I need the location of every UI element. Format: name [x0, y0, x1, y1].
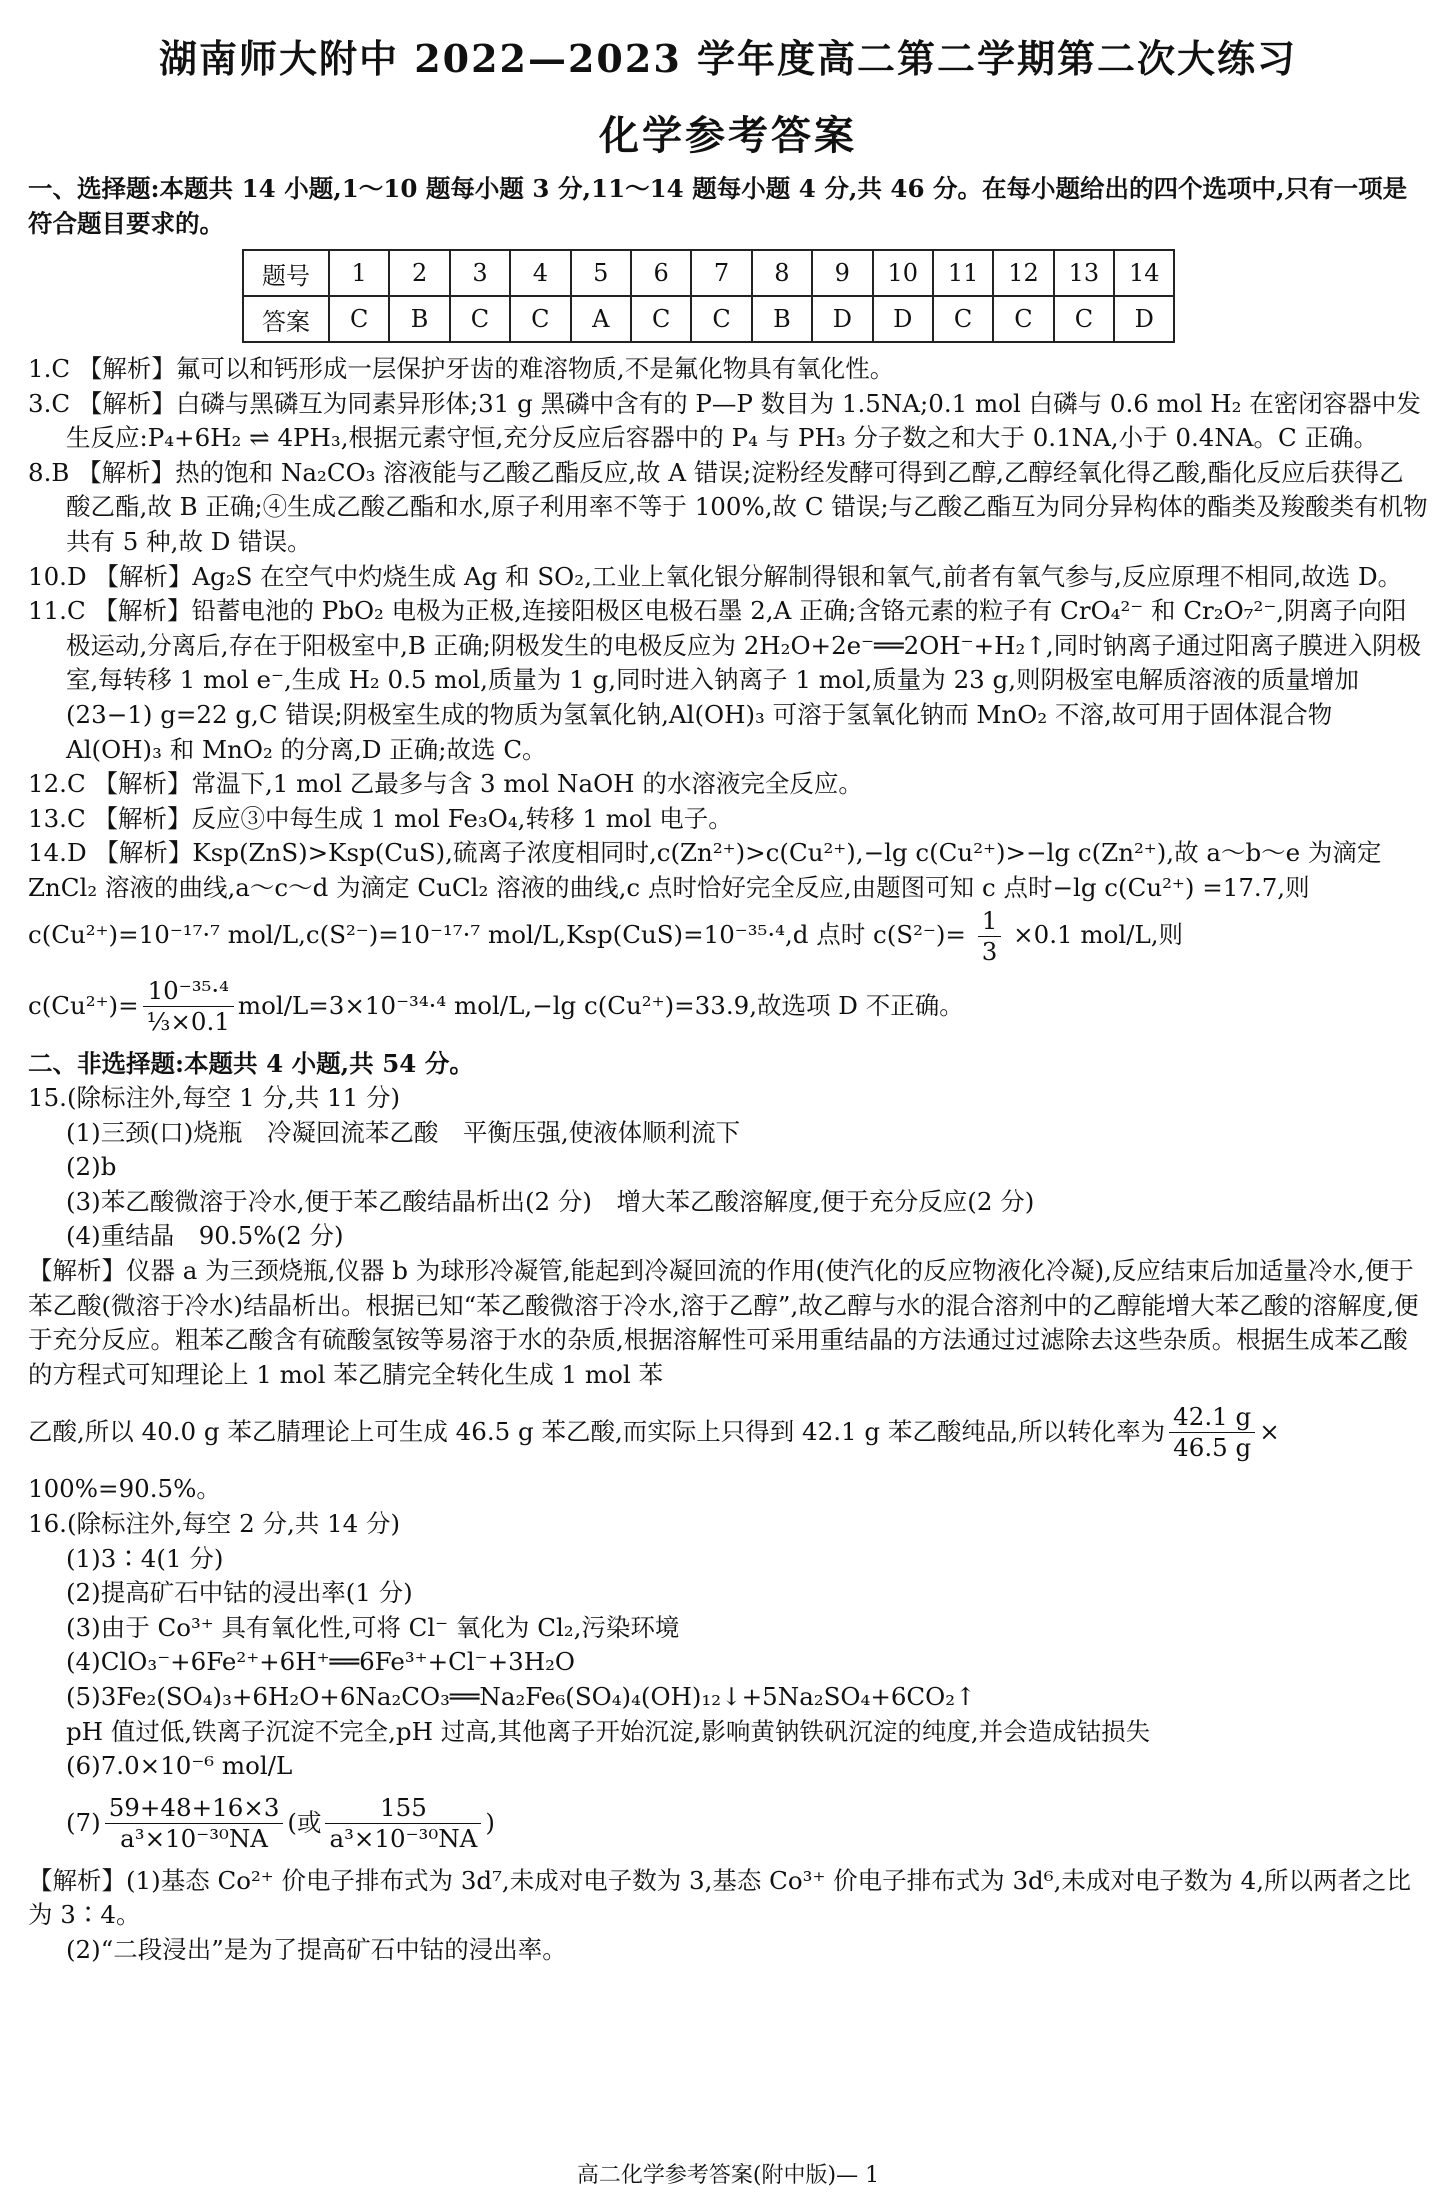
explanation-q13: 13.C 【解析】反应③中每生成 1 mol Fe₃O₄,转移 1 mol 电子。: [28, 803, 733, 833]
q15-analysis-2: 乙酸,所以 40.0 g 苯乙腈理论上可生成 46.5 g 苯乙酸,而实际上只得到 42.1 g 苯乙酸纯品,所以转化率为: [28, 1417, 1166, 1447]
q16-analysis-2: (2)“二段浸出”是为了提高矿石中钴的浸出率。: [66, 1934, 567, 1964]
number-cell: 8: [752, 250, 812, 296]
answer-cell: C: [450, 296, 510, 342]
q15-answer-3: (3)苯乙酸微溶于冷水,便于苯乙酸结晶析出(2 分) 增大苯乙酸溶解度,便于充分反应(2 分): [66, 1186, 1035, 1216]
page-title: 湖南师大附中 2022—2023 学年度高二第二学期第二次大练习: [159, 36, 1297, 81]
q14-fraction-cu: [143, 976, 234, 1037]
number-cell: 12: [993, 250, 1053, 296]
number-cell: 6: [631, 250, 691, 296]
q16-a7-denominator-alt: a³×10⁻³⁰NA: [329, 1824, 478, 1854]
q16-answer-7: [28, 1784, 1428, 1864]
explanation-q8: 8.B 【解析】热的饱和 Na₂CO₃ 溶液能与乙酸乙酯反应,故 A 错误;淀粉经发酵可得到乙醇,乙醇经氧化得乙酸,酯化反应后获得乙酸乙酯,故 B 正确;④生成乙酸乙酯和水,原子利用率不等于 100%,故 C 错误;与乙酸乙酯互为同分异构体的酯类及羧酸类有机物共有 5 种,故 D 错误。: [28, 457, 1428, 556]
section1-heading: 一、选择题:本题共 14 小题,1～10 题每小题 3 分,11～14 题每小题 4 分,共 46 分。在每小题给出的四个选项中,只有一项是符合题目要求的。: [28, 174, 1408, 238]
answer-cell: C: [329, 296, 389, 342]
number-cell: 1: [329, 250, 389, 296]
q16-answer-2: (2)提高矿石中钴的浸出率(1 分): [66, 1578, 413, 1608]
q14-text-4: mol/L=3×10⁻³⁴·⁴ mol/L,−lg c(Cu²⁺)=33.9,故选项 D 不正确。: [237, 991, 964, 1021]
q15-frac-denominator: 46.5 g: [1173, 1432, 1252, 1462]
number-cell: 3: [450, 250, 510, 296]
answer-cell: C: [510, 296, 570, 342]
q16-a7-or: (或: [287, 1808, 322, 1838]
q16-a7-denominator: a³×10⁻³⁰NA: [120, 1824, 268, 1854]
explanation-q10: 10.D 【解析】Ag₂S 在空气中灼烧生成 Ag 和 SO₂,工业上氧化银分解制得银和氧气,前者有氧气参与,反应原理不相同,故选 D。: [28, 561, 1403, 591]
answer-table-number-row: [243, 250, 1174, 296]
q14-fraction-one-third: [978, 906, 1002, 967]
q15-analysis-4: 100%=90.5%。: [28, 1474, 221, 1504]
q15-times-sign: ×: [1259, 1417, 1280, 1447]
q15-analysis: 【解析】仪器 a 为三颈烧瓶,仪器 b 为球形冷凝管,能起到冷凝回流的作用(使汽化的反应物液化冷凝),反应结束后加适量冷水,便于苯乙酸(微溶于冷水)结晶析出。根据已知“苯乙酸微溶于冷水,溶于乙醇”,故乙醇与水的混合溶剂中的乙醇能增大苯乙酸的溶解度,便于充分反应。粗苯乙酸含有硫酸氢铵等易溶于水的杂质,根据溶解性可采用重结晶的方法通过过滤除去这些杂质。根据生成苯乙酸的方程式可知理论上 1 mol 苯乙腈完全转化生成 1 mol 苯: [28, 1256, 1419, 1389]
number-cell: 5: [571, 250, 631, 296]
q16-density-fraction-alt: [325, 1793, 481, 1854]
answer-cell: C: [631, 296, 691, 342]
q15-head: 15.(除标注外,每空 1 分,共 11 分): [28, 1083, 401, 1113]
answer-cell: C: [933, 296, 993, 342]
q14-text-1: 14.D 【解析】Ksp(ZnS)>Ksp(CuS),硫离子浓度相同时,c(Zn²⁺)>c(Cu²⁺),−lg c(Cu²⁺)>−lg c(Zn²⁺),故 a～b～e 为滴定 ZnCl₂ 溶液的曲线,a～c～d 为滴定 CuCl₂ 溶液的曲线,c 点时恰好完全反应,由题图可知 c 点时−lg c(Cu²⁺) =17.7,则 c(Cu²⁺)=10⁻¹⁷·⁷ mol/L,c(S²⁻)=10⁻¹⁷·⁷ mol/L,Ksp(CuS)=10⁻³⁵·⁴,d 点时 c(S²⁻)=: [28, 838, 1382, 949]
page-footer: 高二化学参考答案(附中版)— 1: [576, 2163, 880, 2188]
number-cell: 2: [389, 250, 449, 296]
q16-a7-close: ): [485, 1808, 495, 1838]
q14-frac1-numerator: 1: [978, 906, 1002, 937]
explanation-q11: 11.C 【解析】铅蓄电池的 PbO₂ 电极为正极,连接阳极区电极石墨 2,A 正确;含铬元素的粒子有 CrO₄²⁻ 和 Cr₂O₇²⁻,阴离子向阳极运动,分离后,存在于阳极室中,B 正确;阴极发生的电极反应为 2H₂O+2e⁻══2OH⁻+H₂↑,同时钠离子通过阳离子膜进入阴极室,每转移 1 mol e⁻,生成 H₂ 0.5 mol,质量为 1 g,同时进入钠离子 1 mol,质量为 23 g,则阴极室电解质溶液的质量增加(23−1) g=22 g,C 错误;阴极室生成的物质为氢氧化钠,Al(OH)₃ 可溶于氢氧化钠而 MnO₂ 不溶,故可用于固体混合物 Al(OH)₃ 和 MnO₂ 的分离,D 正确;故选 C。: [28, 596, 1422, 764]
q15-answer-4: (4)重结晶 90.5%(2 分): [66, 1221, 344, 1251]
number-cell: 10: [873, 250, 933, 296]
q16-density-fraction: [105, 1793, 284, 1854]
answer-cell: D: [1114, 296, 1174, 342]
page-subtitle: 化学参考答案: [599, 112, 857, 159]
q14-text-2: ×0.1 mol/L,则: [1013, 919, 1184, 949]
number-cell: 14: [1114, 250, 1174, 296]
answer-table-row1-label: 题号: [243, 250, 329, 296]
q16-a7-numerator-alt: 155: [325, 1793, 481, 1824]
q16-answer-3: (3)由于 Co³⁺ 具有氧化性,可将 Cl⁻ 氧化为 Cl₂,污染环境: [66, 1612, 680, 1642]
answer-cell: C: [993, 296, 1053, 342]
q16-answer-1: (1)3∶4(1 分): [66, 1543, 224, 1573]
number-cell: 13: [1054, 250, 1114, 296]
answer-cell: B: [752, 296, 812, 342]
q15-conversion-fraction: [1169, 1402, 1255, 1463]
explanation-q1: 1.C 【解析】氟可以和钙形成一层保护牙齿的难溶物质,不是氟化物具有氧化性。: [28, 354, 895, 383]
number-cell: 4: [510, 250, 570, 296]
q16-answer-5b: pH 值过低,铁离子沉淀不完全,pH 过高,其他离子开始沉淀,影响黄钠铁矾沉淀的纯度,并会造成钴损失: [66, 1716, 1151, 1746]
q15-answer-2: (2)b: [66, 1152, 117, 1182]
q15-conversion-line: [28, 1392, 1428, 1472]
number-cell: 11: [933, 250, 993, 296]
section2-heading: 二、非选择题:本题共 4 小题,共 54 分。: [28, 1048, 474, 1078]
explanations-block: [28, 352, 1428, 1968]
answer-cell: B: [389, 296, 449, 342]
q16-head: 16.(除标注外,每空 2 分,共 14 分): [28, 1509, 401, 1539]
q14-text-3: c(Cu²⁺)=: [28, 991, 139, 1021]
q15-answer-1: (1)三颈(口)烧瓶 冷凝回流苯乙酸 平衡压强,使液体顺利流下: [66, 1117, 741, 1147]
q16-answer-5: (5)3Fe₂(SO₄)₃+6H₂O+6Na₂CO₃══Na₂Fe₆(SO₄)₄(OH)₁₂↓+5Na₂SO₄+6CO₂↑: [66, 1682, 976, 1711]
answer-table: [242, 249, 1175, 343]
explanation-q14: [28, 836, 1428, 966]
q16-answer-6: (6)7.0×10⁻⁶ mol/L: [66, 1751, 293, 1781]
q14-formula-line: [28, 967, 1428, 1047]
answer-cell: C: [1054, 296, 1114, 342]
answer-table-row2-label: 答案: [243, 296, 329, 342]
q16-a7-prefix: (7): [66, 1808, 101, 1838]
q16-analysis-1: 【解析】(1)基态 Co²⁺ 价电子排布式为 3d⁷,未成对电子数为 3,基态 Co³⁺ 价电子排布式为 3d⁶,未成对电子数为 4,所以两者之比为 3∶4。: [28, 1865, 1412, 1930]
answer-cell: A: [571, 296, 631, 342]
q16-a7-numerator: 59+48+16×3: [105, 1793, 284, 1824]
number-cell: 7: [691, 250, 751, 296]
answer-cell: C: [691, 296, 751, 342]
q14-frac2-denominator: ⅓×0.1: [146, 1007, 230, 1036]
q15-frac-numerator: 42.1 g: [1169, 1402, 1255, 1433]
answer-cell: D: [812, 296, 872, 342]
number-cell: 9: [812, 250, 872, 296]
q16-answer-4: (4)ClO₃⁻+6Fe²⁺+6H⁺══6Fe³⁺+Cl⁻+3H₂O: [66, 1647, 575, 1677]
explanation-q12: 12.C 【解析】常温下,1 mol 乙最多与含 3 mol NaOH 的水溶液完全反应。: [28, 769, 863, 799]
explanation-q3: 3.C 【解析】白磷与黑磷互为同素异形体;31 g 黑磷中含有的 P—P 数目为 1.5NA;0.1 mol 白磷与 0.6 mol H₂ 在密闭容器中发生反应:P₄+6H₂ ⇌ 4PH₃,根据元素守恒,充分反应后容器中的 P₄ 与 PH₃ 分子数之和大于 0.1NA,小于 0.4NA。C 正确。: [28, 388, 1421, 453]
answer-cell: D: [873, 296, 933, 342]
answer-table-answer-row: [243, 296, 1174, 342]
q14-frac1-denominator: 3: [981, 936, 998, 966]
q14-frac2-numerator: 10⁻³⁵·⁴: [143, 976, 234, 1007]
